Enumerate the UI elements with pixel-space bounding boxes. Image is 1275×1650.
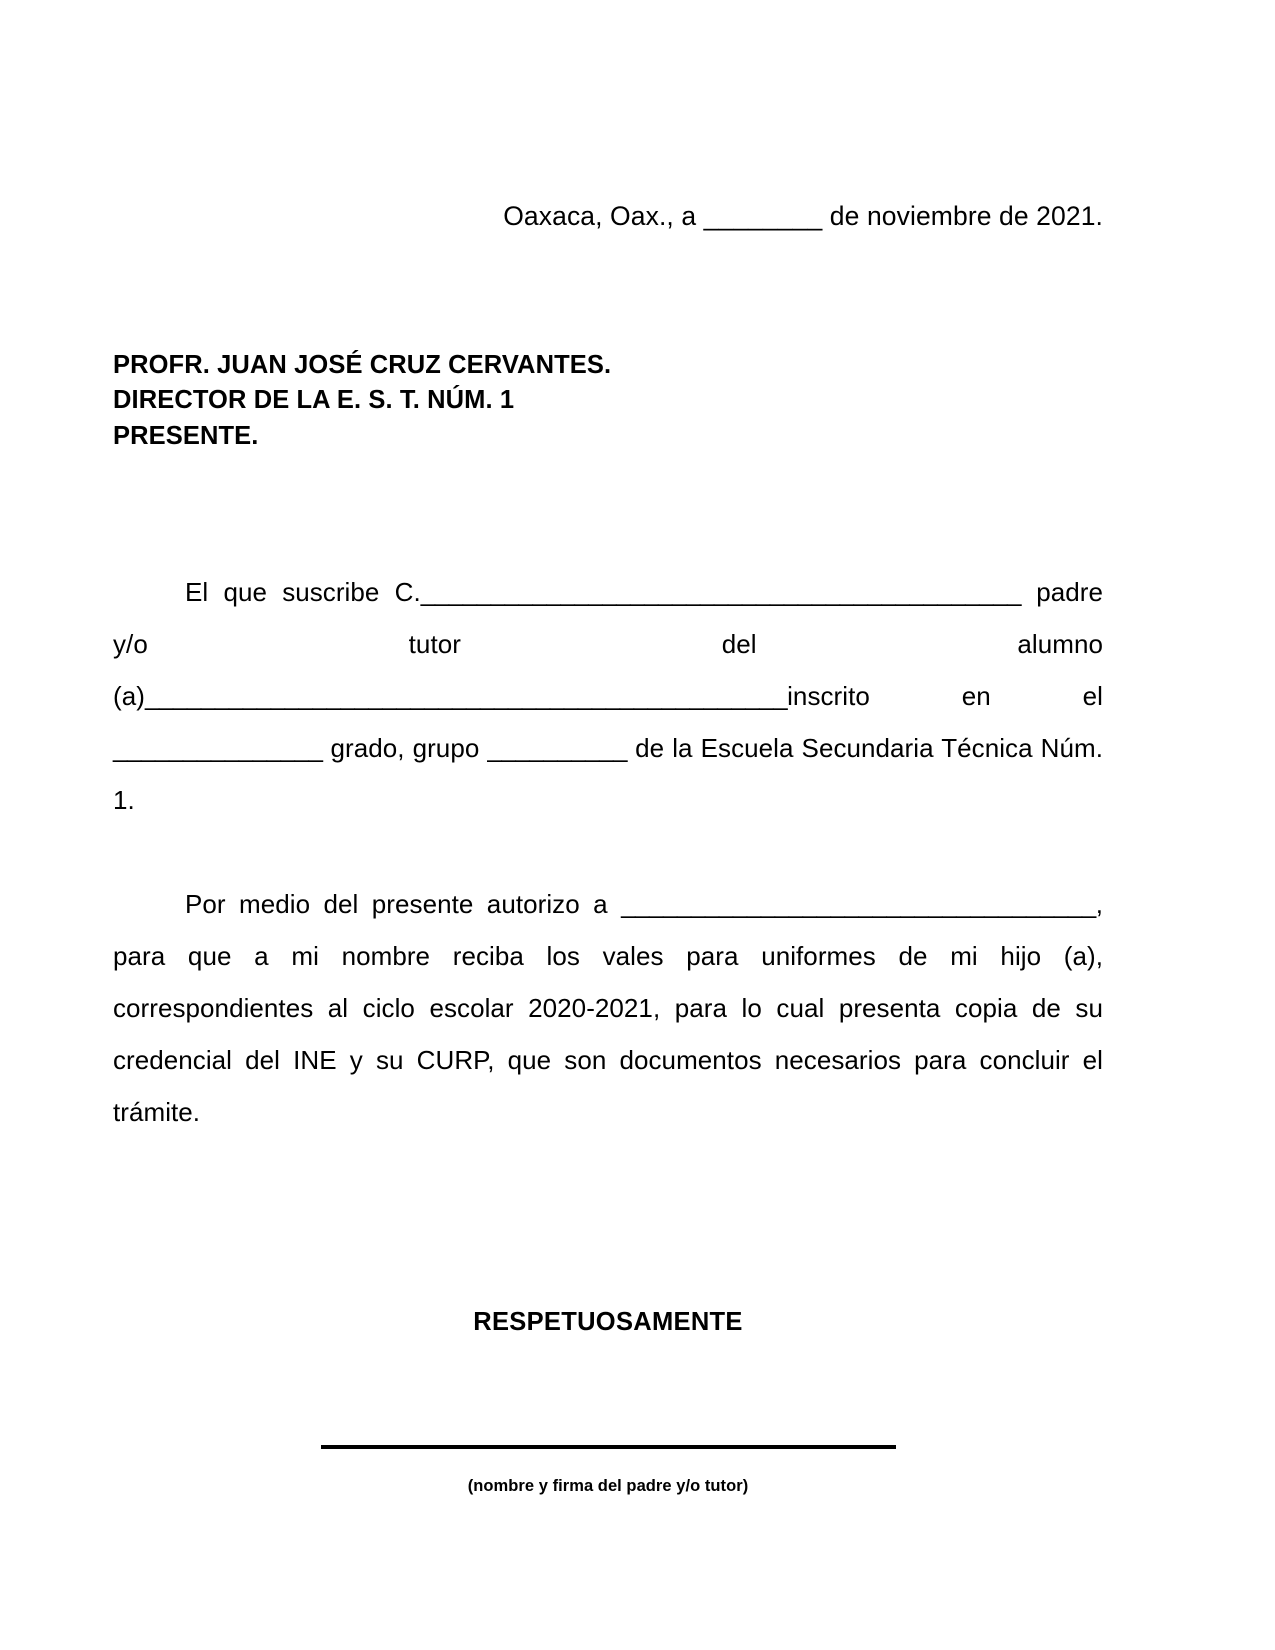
student-name-blank[interactable]: ______________________________________________ bbox=[144, 680, 788, 711]
addressee-name: PROFR. JUAN JOSÉ CRUZ CERVANTES. bbox=[113, 351, 612, 380]
addressee-block bbox=[113, 348, 1103, 454]
signature-rule[interactable] bbox=[321, 1445, 896, 1449]
padre-tutor-label: padre y/o tutor del alumno (a) bbox=[113, 576, 1103, 711]
document-content bbox=[113, 0, 1103, 1496]
school-label: de la Escuela Secundaria Técnica Núm. 1. bbox=[113, 732, 1103, 815]
grado-grupo-label: grado, grupo bbox=[322, 732, 488, 763]
parent-name-blank[interactable]: ___________________________________________ bbox=[420, 576, 1022, 607]
suscribe-label: El que suscribe C. bbox=[185, 576, 421, 607]
grade-blank[interactable]: _______________ bbox=[113, 732, 323, 763]
paragraph-one bbox=[113, 566, 1103, 878]
autorizo-label: Por medio del presente autorizo a bbox=[185, 888, 622, 919]
addressee-presente: PRESENTE. bbox=[113, 421, 259, 450]
addressee-title: DIRECTOR DE LA E. S. T. NÚM. 1 bbox=[113, 386, 515, 415]
date-line: Oaxaca, Oax., a ________ de noviembre de 2021. bbox=[503, 201, 1103, 231]
authorization-body-text: , para que a mi nombre reciba los vales para uniformes de mi hijo (a), correspondientes al ciclo escolar 2020-2021, para lo cual presenta copia de su credencial del INE y su CURP, que son documentos necesarios para concluir el trámite. bbox=[113, 888, 1103, 1127]
paragraph-two bbox=[113, 878, 1103, 1190]
signature-area bbox=[113, 1445, 1103, 1496]
group-blank[interactable]: __________ bbox=[487, 732, 628, 763]
body-block bbox=[113, 566, 1103, 1190]
authorized-person-blank[interactable]: __________________________________ bbox=[621, 888, 1096, 919]
inscrito-label: inscrito en el bbox=[787, 680, 1103, 711]
signature-caption: (nombre y firma del padre y/o tutor) bbox=[467, 1476, 749, 1495]
closing-salutation: RESPETUOSAMENTE bbox=[473, 1307, 743, 1336]
